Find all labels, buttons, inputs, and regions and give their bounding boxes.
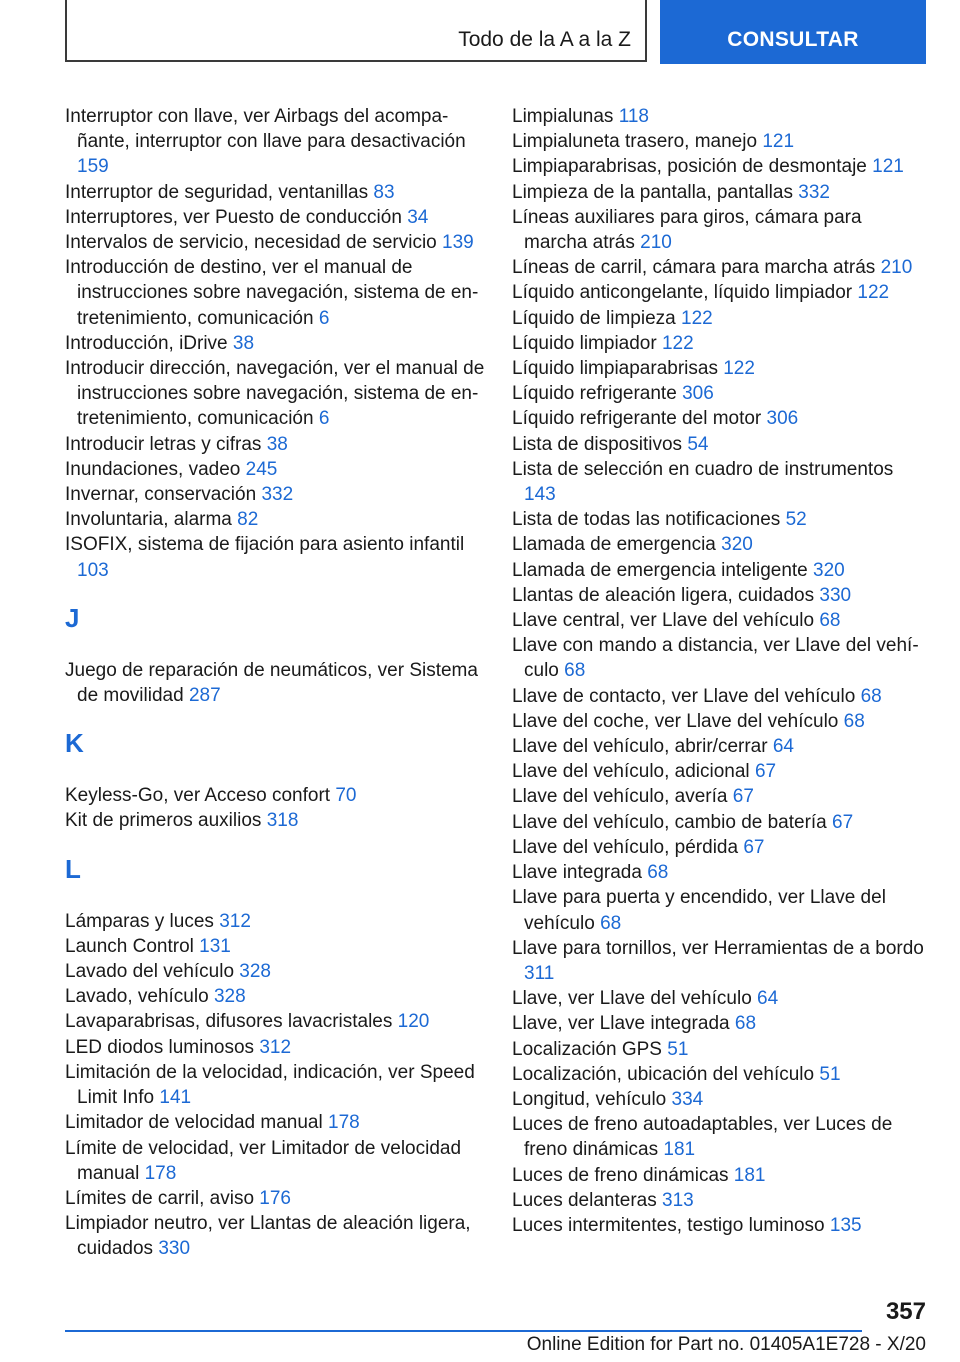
page-reference-link[interactable]: 121	[762, 131, 795, 153]
index-entry	[512, 532, 927, 557]
page-reference-link[interactable]: 68	[819, 610, 841, 632]
index-entry-text: Limpiador neutro, ver Llantas de aleación ligera, cuidados	[65, 1213, 471, 1260]
index-entry-text: Luces intermitentes, testigo luminoso	[512, 1214, 825, 1236]
index-entry-text: Lavado del vehículo	[65, 961, 235, 983]
page-reference-link[interactable]: 68	[564, 660, 586, 682]
index-entry-text: Limpiaparabrisas, posición de desmontaje	[512, 156, 867, 178]
index-entry	[512, 205, 927, 255]
index-entry	[512, 180, 927, 205]
consultar-tab-label: CONSULTAR	[727, 28, 859, 51]
index-entry	[512, 129, 927, 154]
page-reference-link[interactable]: 70	[335, 785, 357, 807]
index-entry-text: Líquido de limpieza	[512, 307, 676, 329]
index-entry-text: Llave del vehículo, cambio de batería	[512, 811, 827, 833]
index-entry	[512, 1213, 927, 1238]
index-entry-text: Introducción de destino, ver el manual de instrucciones sobre navegación, sistema de entretenimiento, comunicación	[65, 257, 479, 329]
index-entry-text: Límite de velocidad, ver Limitador de velocidad manual	[65, 1137, 462, 1184]
index-entry-text: Llave, ver Llave integrada	[512, 1013, 730, 1035]
index-entry-text: Llave central, ver Llave del vehículo	[512, 610, 815, 632]
index-entry	[512, 885, 927, 935]
index-entry	[512, 860, 927, 885]
page-reference-link[interactable]: 318	[266, 810, 299, 832]
index-entry-text: Inundaciones, vadeo	[65, 458, 241, 480]
index-entry-text: ISOFIX, sistema de fijación para asiento infantil	[65, 534, 465, 556]
index-entry	[65, 1211, 485, 1261]
index-entry	[512, 835, 927, 860]
page-reference-link[interactable]: 210	[880, 257, 913, 279]
index-entry-text: Límites de carril, aviso	[65, 1187, 255, 1209]
page-reference-link[interactable]: 245	[245, 458, 278, 480]
page-reference-link[interactable]: 122	[857, 282, 890, 304]
index-entry	[512, 406, 927, 431]
index-entry	[512, 1062, 927, 1087]
page-reference-link[interactable]: 67	[832, 811, 854, 833]
index-entry-text: Limpialuneta trasero, manejo	[512, 131, 758, 153]
index-entry	[65, 984, 485, 1009]
index-entry	[65, 934, 485, 959]
page-reference-link[interactable]: 120	[397, 1011, 430, 1033]
index-entry	[65, 356, 485, 432]
index-entry	[512, 734, 927, 759]
index-entry	[65, 205, 485, 230]
index-entry	[512, 784, 927, 809]
page-reference-link[interactable]: 332	[798, 181, 830, 203]
index-entry-text: Interruptor con llave, ver Airbags del acompañante, interruptor con llave para desactivación	[65, 106, 466, 153]
index-entry-text: Longitud, vehículo	[512, 1088, 667, 1110]
index-entry	[65, 1186, 485, 1211]
page-reference-link[interactable]: 67	[754, 761, 777, 783]
index-entry	[512, 709, 927, 734]
page-reference-link[interactable]: 122	[681, 307, 713, 329]
page-reference-link[interactable]: 51	[667, 1038, 689, 1060]
page-reference-link[interactable]: 34	[407, 206, 429, 228]
index-entry	[512, 684, 927, 709]
page-header	[65, 0, 926, 65]
index-entry	[512, 104, 927, 129]
page-reference-link[interactable]: 141	[159, 1087, 192, 1109]
index-entry-text: Líquido limpiador	[512, 332, 657, 354]
index-entry	[65, 457, 485, 482]
index-entry-text: Limpialunas	[512, 106, 614, 127]
page-reference-link[interactable]: 139	[442, 232, 474, 254]
page-reference-link[interactable]: 83	[373, 181, 395, 203]
index-entry	[65, 1060, 485, 1110]
index-entry	[512, 457, 927, 507]
index-entry	[512, 608, 927, 633]
page-reference-link[interactable]: 38	[232, 332, 255, 354]
footer-divider	[65, 1330, 862, 1332]
index-entry-text: Líquido refrigerante	[512, 383, 677, 405]
page-reference-link[interactable]: 82	[237, 509, 259, 531]
index-entry	[512, 1112, 927, 1162]
page-number: 357	[885, 1298, 926, 1325]
page-reference-link[interactable]: 306	[682, 383, 714, 405]
index-entry	[65, 1110, 485, 1135]
page-reference-link[interactable]: 6	[318, 408, 330, 430]
page-reference-link[interactable]: 122	[723, 358, 755, 380]
page-reference-link[interactable]: 210	[640, 232, 672, 254]
page-reference-link[interactable]: 118	[618, 106, 649, 127]
page-reference-link[interactable]: 328	[213, 986, 246, 1008]
index-entry-text: Launch Control	[65, 935, 194, 957]
index-entry-text: Lavado, vehículo	[65, 986, 209, 1008]
index-column-right	[512, 104, 927, 1238]
index-entry-text: Llave integrada	[512, 862, 642, 884]
section-tab-label: Todo de la A a la Z	[458, 28, 631, 51]
page-reference-link[interactable]: 334	[671, 1088, 704, 1110]
index-entry-text: Interruptores, ver Puesto de conducción	[65, 206, 402, 228]
page-reference-link[interactable]: 320	[813, 559, 845, 581]
index-letter-heading: K	[65, 728, 84, 759]
index-entry	[65, 255, 485, 331]
index-entry	[65, 959, 485, 984]
index-entry-text: Líquido limpiaparabrisas	[512, 358, 718, 380]
page-reference-link[interactable]: 178	[328, 1112, 360, 1134]
index-entry-text: Lámparas y luces	[65, 910, 214, 932]
page-reference-link[interactable]: 51	[819, 1063, 841, 1085]
page-reference-link[interactable]: 287	[188, 685, 221, 707]
index-entry-text: Lista de todas las notificaciones	[512, 509, 781, 531]
index-entry-text: Llave del vehículo, avería	[512, 786, 728, 808]
index-entry-text: Intervalos de servicio, necesidad de servicio	[65, 232, 437, 254]
page-reference-link[interactable]: 67	[732, 786, 754, 808]
index-entry	[512, 1188, 927, 1213]
index-entry	[512, 356, 927, 381]
page-reference-link[interactable]: 38	[266, 433, 288, 455]
index-entry	[65, 104, 485, 180]
page-reference-link[interactable]: 159	[77, 156, 109, 178]
index-entry-text: Limpieza de la pantalla, pantallas	[512, 181, 793, 203]
index-entry	[512, 154, 927, 179]
index-entry	[65, 909, 485, 934]
index-letter-heading: L	[65, 853, 81, 884]
page-reference-link[interactable]: 306	[766, 408, 799, 430]
page-reference-link[interactable]: 68	[843, 710, 865, 732]
index-entry-text: Luces de freno dinámicas	[512, 1164, 729, 1186]
page-reference-link[interactable]: 135	[829, 1214, 862, 1236]
index-entry-text: Limitación de la velocidad, indicación, ver Speed Limit Info	[65, 1061, 475, 1109]
index-entry	[65, 658, 485, 708]
index-entry	[65, 432, 485, 457]
page-reference-link[interactable]: 328	[239, 961, 271, 983]
index-column-left	[65, 104, 485, 1262]
index-entry-text: Llave del coche, ver Llave del vehículo	[512, 710, 839, 732]
page-reference-link[interactable]: 64	[772, 736, 794, 758]
index-entry	[512, 558, 927, 583]
page-reference-link[interactable]: 320	[721, 534, 753, 556]
index-entry	[512, 810, 927, 835]
index-entry	[65, 180, 485, 205]
index-entry	[512, 280, 927, 305]
page-reference-link[interactable]: 131	[199, 935, 231, 957]
index-entry	[512, 331, 927, 356]
index-entry-text: Llave con mando a distancia, ver Llave del vehículo	[512, 635, 919, 682]
index-entry-text: Llantas de aleación ligera, cuidados	[512, 584, 815, 606]
page-reference-link[interactable]: 312	[259, 1036, 292, 1058]
page-reference-link[interactable]: 52	[785, 509, 807, 531]
index-entry-text: Llamada de emergencia	[512, 534, 716, 556]
index-entry-text: Líneas auxiliares para giros, cámara para marcha atrás	[512, 206, 862, 254]
consultar-tab[interactable]	[660, 0, 926, 64]
index-entry	[65, 783, 485, 808]
index-entry-text: Introducción, iDrive	[65, 332, 228, 354]
page-reference-link[interactable]: 178	[144, 1162, 177, 1184]
index-entry-text: Invernar, conservación	[65, 484, 257, 506]
index-entry	[512, 1087, 927, 1112]
index-entry-text: Llamada de emergencia inteligente	[512, 559, 808, 581]
index-entry-text: Líneas de carril, cámara para marcha atrás	[512, 257, 876, 279]
page-reference-link[interactable]: 68	[647, 862, 669, 884]
edition-text: Online Edition for Part no. 01405A1E728 - X/20	[526, 1334, 926, 1355]
index-entry	[65, 808, 485, 833]
index-entry-text: Lista de dispositivos	[512, 433, 683, 455]
index-entry	[65, 507, 485, 532]
index-entry-text: Interruptor de seguridad, ventanillas	[65, 181, 369, 203]
page-reference-link[interactable]: 312	[219, 910, 251, 932]
page-reference-link[interactable]: 313	[662, 1189, 694, 1211]
page-reference-link[interactable]: 143	[524, 484, 556, 506]
index-entry	[65, 331, 485, 356]
page-reference-link[interactable]: 311	[524, 962, 555, 984]
index-entry-text: Llave de contacto, ver Llave del vehículo	[512, 685, 856, 707]
index-entry	[512, 306, 927, 331]
page-reference-link[interactable]: 330	[819, 584, 852, 606]
index-entry-text: Limitador de velocidad manual	[65, 1112, 323, 1134]
index-entry-text: Luces de freno autoadaptables, ver Luces de freno dinámicas	[512, 1114, 893, 1161]
index-entry	[512, 255, 927, 280]
index-entry-text: Introducir letras y cifras	[65, 433, 262, 455]
index-entry-text: Introducir dirección, navegación, ver el manual de instrucciones sobre navegación, sistema de entretenimiento, comunicación	[65, 358, 485, 430]
index-entry	[512, 507, 927, 532]
index-entry-text: Llave para puerta y encendido, ver Llave del vehículo	[512, 887, 886, 934]
page-reference-link[interactable]: 176	[259, 1187, 291, 1209]
index-entry-text: Juego de reparación de neumáticos, ver Sistema de movilidad	[65, 659, 478, 707]
index-entry	[65, 1035, 485, 1060]
page-reference-link[interactable]: 68	[860, 685, 882, 707]
page-reference-link[interactable]: 121	[872, 156, 904, 178]
index-entry-text: Llave, ver Llave del vehículo	[512, 988, 752, 1010]
index-letter-heading: J	[65, 602, 80, 633]
index-entry-text: Kit de primeros auxilios	[65, 810, 262, 832]
index-entry-text: Llave del vehículo, abrir/cerrar	[512, 736, 768, 758]
page-reference-link[interactable]: 68	[734, 1013, 757, 1035]
index-entry-text: Keyless-Go, ver Acceso confort	[65, 785, 331, 807]
section-tab[interactable]	[65, 0, 647, 62]
index-entry-text: Involuntaria, alarma	[65, 509, 232, 531]
page-reference-link[interactable]: 330	[158, 1238, 191, 1260]
index-entry	[512, 986, 927, 1011]
index-entry-text: Llave del vehículo, adicional	[512, 761, 750, 783]
index-entry	[512, 936, 927, 986]
index-entry	[512, 1011, 927, 1036]
page-reference-link[interactable]: 6	[318, 307, 330, 329]
index-entry-text: Llave para tornillos, ver Herramientas de a bordo	[512, 937, 924, 959]
index-entry	[512, 759, 927, 784]
page-reference-link[interactable]: 181	[663, 1139, 696, 1161]
index-entry	[512, 583, 927, 608]
index-entry-text: Líquido anticongelante, líquido limpiador	[512, 282, 853, 304]
page-reference-link[interactable]: 122	[661, 332, 694, 354]
index-entry	[65, 1009, 485, 1034]
index-entry	[512, 381, 927, 406]
index-entry-text: Lista de selección en cuadro de instrumentos	[512, 458, 894, 480]
index-entry-text: Luces delanteras	[512, 1189, 657, 1211]
page-reference-link[interactable]: 64	[757, 988, 779, 1010]
index-entry	[512, 1163, 927, 1188]
index-entry	[65, 1136, 485, 1186]
page-reference-link[interactable]: 332	[261, 484, 294, 506]
index-entry	[65, 230, 485, 255]
index-entry-text: Llave del vehículo, pérdida	[512, 836, 739, 858]
index-entry	[512, 633, 927, 683]
index-entry	[512, 1037, 927, 1062]
page-reference-link[interactable]: 68	[600, 912, 622, 934]
index-entry	[65, 482, 485, 507]
page-reference-link[interactable]: 103	[77, 559, 109, 581]
index-entry-text: Localización GPS	[512, 1038, 662, 1060]
index-entry	[65, 532, 485, 582]
page-reference-link[interactable]: 54	[687, 433, 709, 455]
page-reference-link[interactable]: 67	[743, 836, 765, 858]
index-entry-text: Líquido refrigerante del motor	[512, 408, 762, 430]
index-entry-text: Lavaparabrisas, difusores lavacristales	[65, 1011, 393, 1033]
index-entry-text: LED diodos luminosos	[65, 1036, 255, 1058]
index-entry-text: Localización, ubicación del vehículo	[512, 1063, 815, 1085]
page-reference-link[interactable]: 181	[733, 1164, 766, 1186]
index-entry	[512, 432, 927, 457]
